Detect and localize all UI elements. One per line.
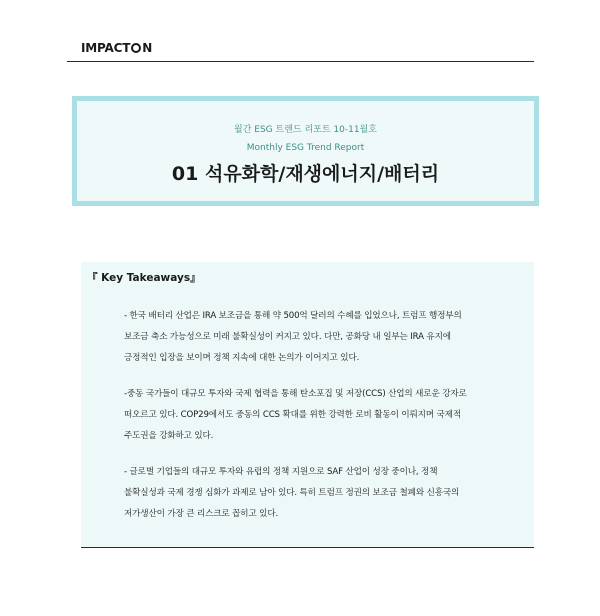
takeaway-line: 떠오르고 있다. COP29에서도 중동의 CCS 확대를 위한 강력한 로비 활동이 이뤄지며 국제적 xyxy=(124,410,461,420)
takeaway-line: 보조금 축소 가능성으로 미래 불확실성이 커지고 있다. 다만, 공화당 내 일부는 IRA 유지에 xyxy=(124,332,451,342)
takeaway-paragraph xyxy=(124,306,524,369)
takeaway-line: 주도권을 강화하고 있다. xyxy=(124,431,214,441)
report-title-box xyxy=(72,96,539,206)
takeaway-line: - 한국 배터리 산업은 IRA 보조금을 통해 약 500억 달러의 수혜를 입었으나, 트럼프 행정부의 xyxy=(124,311,462,321)
takeaway-line: - 글로벌 기업들의 대규모 투자와 유럽의 정책 지원으로 SAF 산업이 성장 중이나, 정책 xyxy=(124,467,438,477)
logo-text-part1: IMPACT xyxy=(81,41,131,55)
takeaway-line: -중동 국가들이 대규모 투자와 국제 협력을 통해 탄소포집 및 저장(CCS) 산업의 새로운 강자로 xyxy=(124,389,467,399)
takeaway-paragraph xyxy=(124,462,524,525)
header-divider xyxy=(67,61,534,62)
takeaway-line: 긍정적인 입장을 보이며 정책 지속에 대한 논의가 이어지고 있다. xyxy=(124,353,360,363)
key-takeaways-heading: 『 Key Takeaways』 xyxy=(87,272,201,284)
footer-divider xyxy=(81,547,534,548)
takeaway-paragraph xyxy=(124,384,524,447)
impacton-logo xyxy=(81,41,152,55)
report-subtitle-english: Monthly ESG Trend Report xyxy=(246,143,365,153)
section-title: 01 석유화학/재생에너지/배터리 xyxy=(171,163,440,185)
logo-text-part2: N xyxy=(142,41,153,55)
logo-circle-icon xyxy=(131,43,141,53)
takeaway-line: 불확실성과 국제 경쟁 심화가 과제로 남아 있다. 특히 트럼프 정권의 보조금 철폐와 신흥국의 xyxy=(124,488,460,498)
report-subtitle-korean: 월간 ESG 트렌드 리포트 10-11월호 xyxy=(234,125,377,135)
takeaway-line: 저가생산이 가장 큰 리스크로 꼽히고 있다. xyxy=(124,509,279,519)
